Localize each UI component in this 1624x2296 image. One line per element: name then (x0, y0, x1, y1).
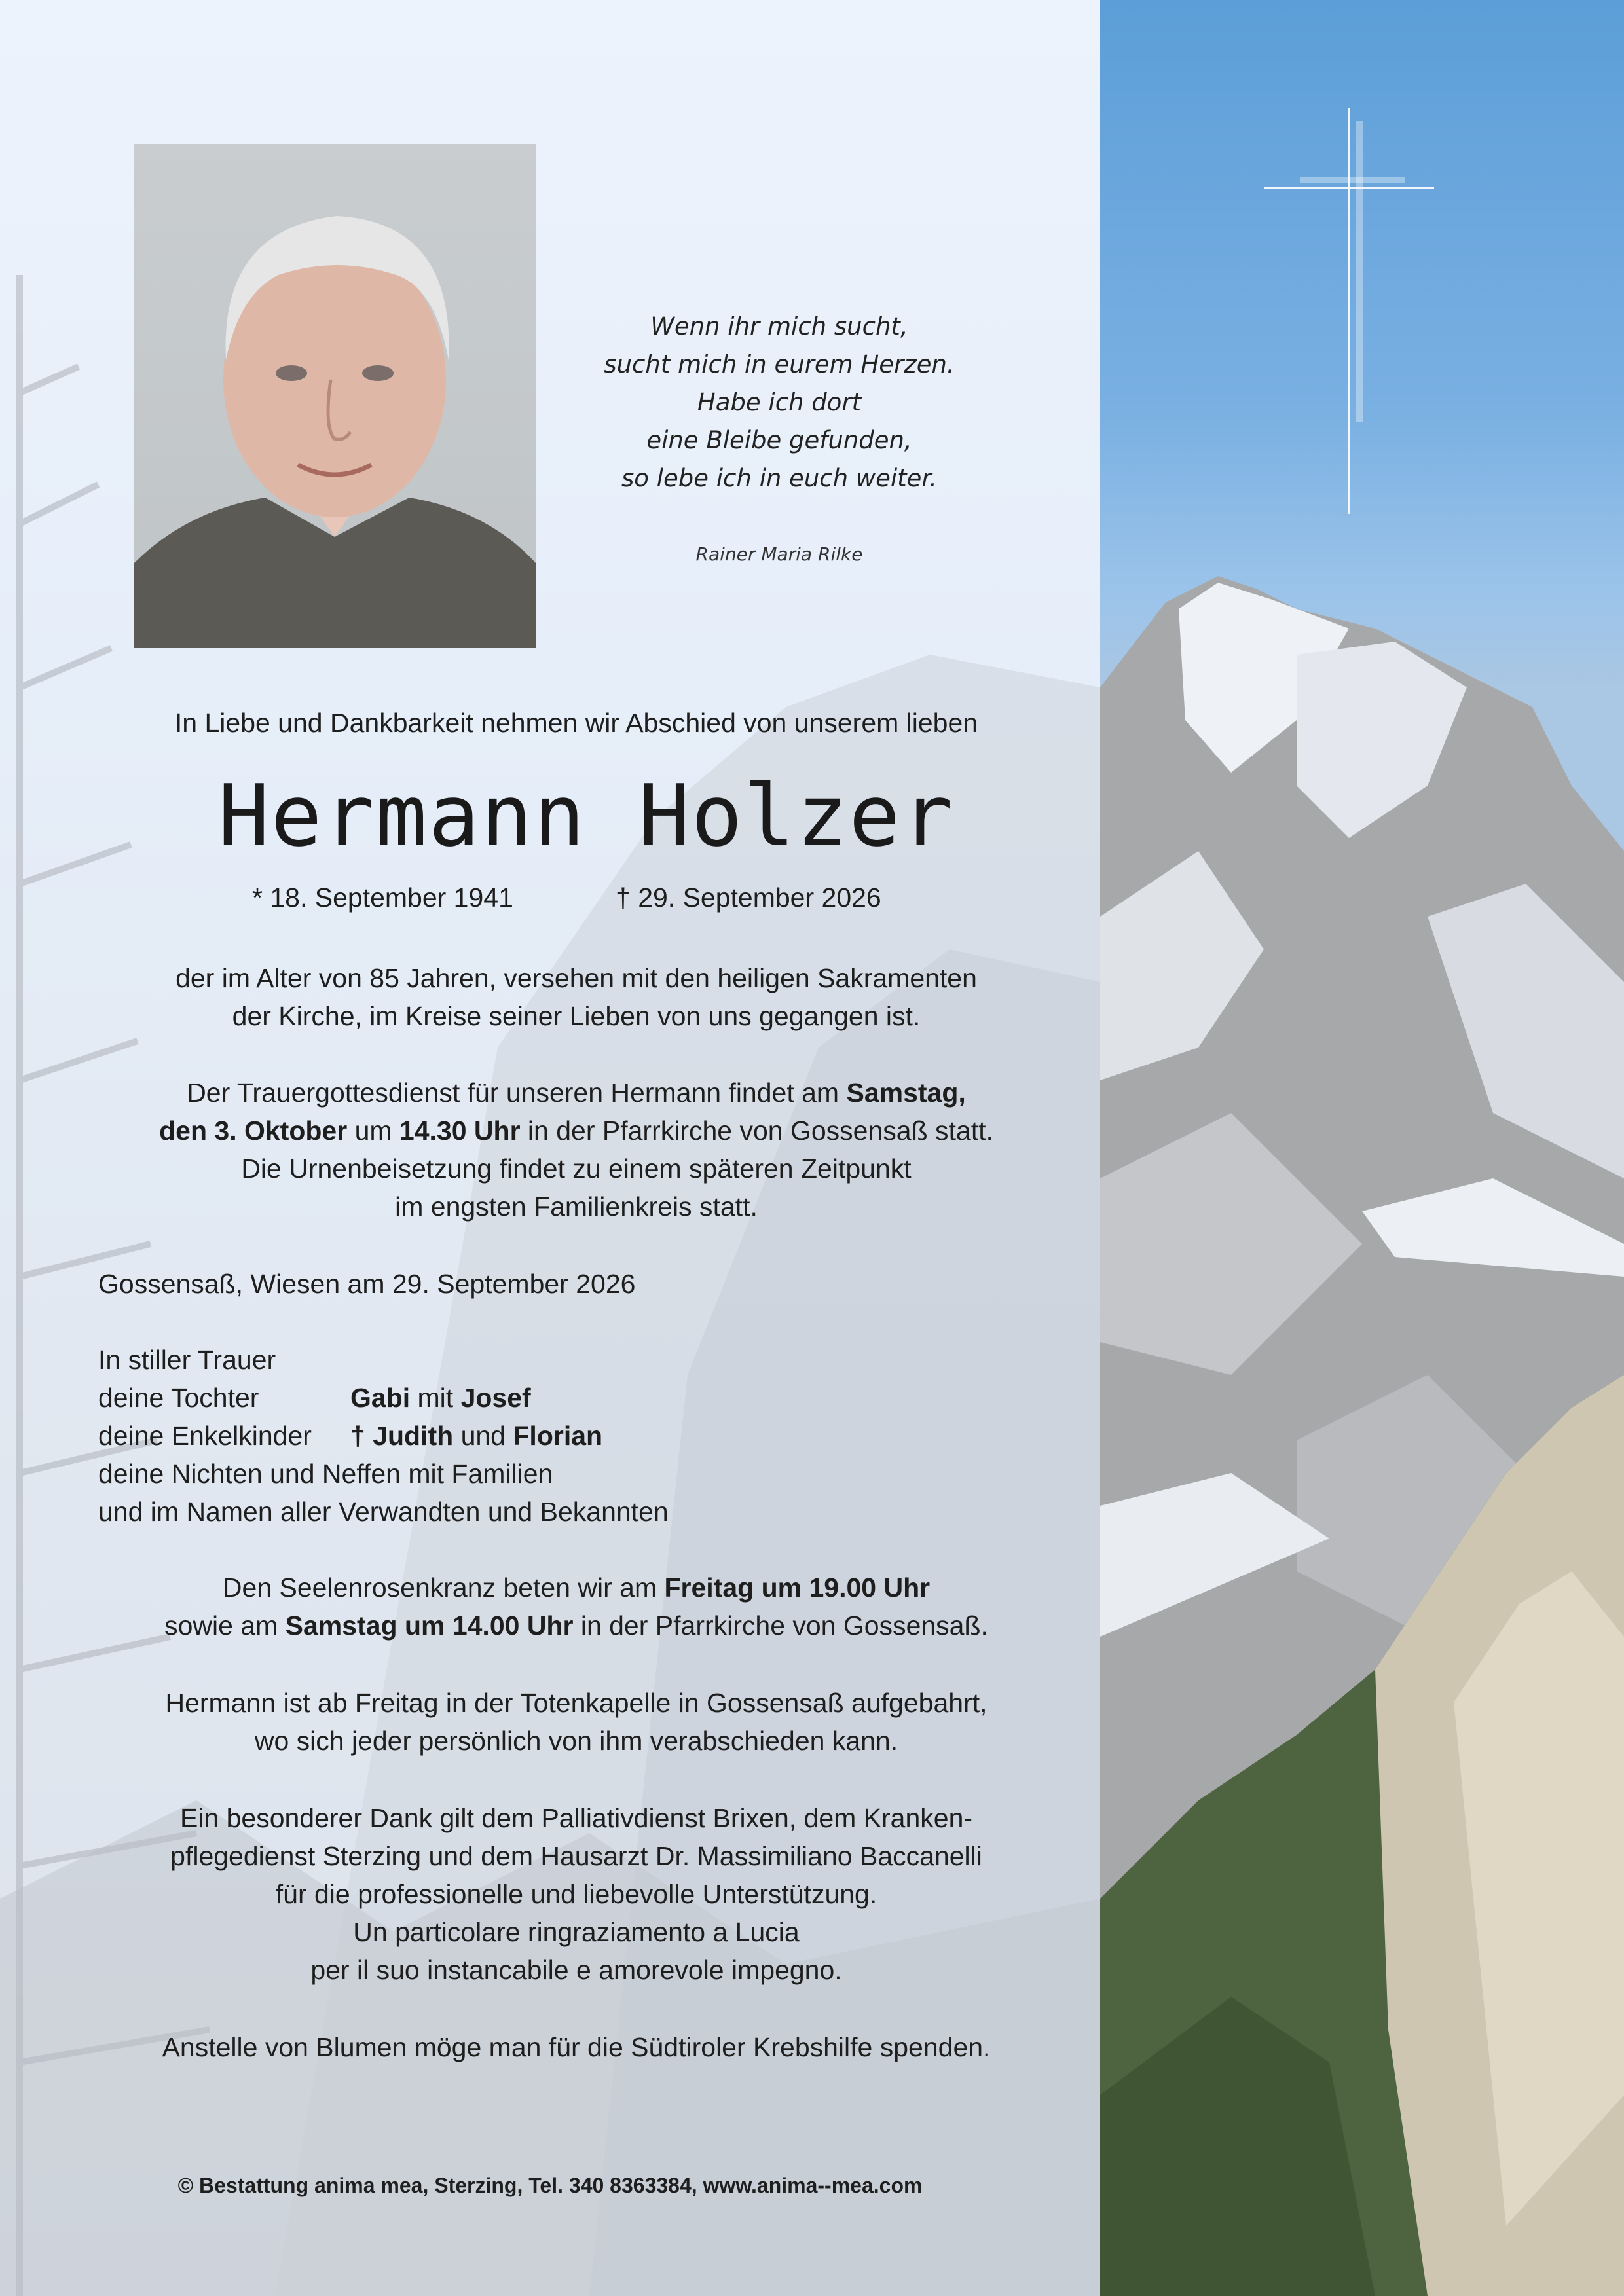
thanks-line: per il suo instancabile e amorevole impegno. (310, 1955, 842, 1985)
rosary-text-part: Den Seelenrosenkranz beten wir am (222, 1573, 665, 1603)
rosary-text (0, 1569, 1153, 1645)
poem-line: Habe ich dort (697, 388, 862, 416)
rosary-line (0, 1607, 1153, 1645)
viewing-text (0, 1684, 1153, 1760)
death-date: † 29. September 2026 (616, 883, 881, 913)
poem-author: Rainer Maria Rilke (695, 543, 863, 565)
funeral-home-footer: © Bestattung anima mea, Sterzing, Tel. 340 8363384, www.anima--mea.com (177, 2174, 923, 2197)
service-line (0, 1112, 1153, 1150)
service-date: den 3. Oktober (159, 1116, 348, 1146)
passing-line: der im Alter von 85 Jahren, versehen mit den heiligen Sakramenten (175, 963, 977, 993)
mourner-label: deine Tochter (98, 1383, 259, 1413)
donation-text (0, 2028, 1153, 2066)
thanks-line: pflegedienst Sterzing und dem Hausarzt Dr. Massimiliano Baccanelli (170, 1841, 982, 1871)
mourner-connector: mit (410, 1383, 461, 1413)
rosary-text-part: sowie am (164, 1611, 286, 1641)
poem-line: sucht mich in eurem Herzen. (604, 350, 955, 378)
cross-symbol: † (350, 1421, 373, 1451)
service-text-part: in der Pfarrkirche von Gossensaß statt. (520, 1116, 993, 1146)
mourner-line: und im Namen aller Verwandten und Bekannten (98, 1497, 669, 1527)
service-line (0, 1074, 1153, 1112)
thanks-text (0, 1799, 1153, 1989)
poem-line: so lebe ich in euch weiter. (621, 464, 937, 492)
passing-text (0, 959, 1153, 1035)
mourner-name: Gabi (350, 1383, 411, 1413)
service-line: Die Urnenbeisetzung findet zu einem späteren Zeitpunkt (241, 1154, 912, 1184)
poem (576, 308, 982, 498)
thanks-line: für die professionelle und liebevolle Unterstützung. (275, 1879, 877, 1909)
service-text (0, 1074, 1153, 1226)
service-text-part: um (347, 1116, 399, 1146)
service-text-part: Der Trauergottesdienst für unseren Hermann findet am (187, 1078, 847, 1108)
cross-icon (1264, 108, 1434, 520)
service-day: Samstag, (846, 1078, 966, 1108)
rosary-time: Freitag um 19.00 Uhr (664, 1573, 931, 1603)
deceased-name: Hermann Holzer (218, 766, 954, 866)
viewing-line: wo sich jeder persönlich von ihm verabschieden kann. (254, 1726, 898, 1756)
thanks-line: Ein besonderer Dank gilt dem Palliativdienst Brixen, dem Kranken- (179, 1803, 973, 1833)
mourner-line (98, 1417, 669, 1455)
thanks-line: Un particolare ringraziamento a Lucia (353, 1917, 800, 1947)
poem-line: Wenn ihr mich sucht, (650, 312, 908, 340)
service-time: 14.30 Uhr (399, 1116, 521, 1146)
mourner-name: Judith (373, 1421, 454, 1451)
mourner-name: Florian (513, 1421, 603, 1451)
passing-line: der Kirche, im Kreise seiner Lieben von uns gegangen ist. (232, 1001, 921, 1031)
mourner-line: deine Nichten und Neffen mit Familien (98, 1459, 553, 1489)
mourner-connector: und (453, 1421, 513, 1451)
donation-line: Anstelle von Blumen möge man für die Südtiroler Krebshilfe spenden. (162, 2032, 991, 2062)
mourners-heading: In stiller Trauer (98, 1345, 276, 1375)
mourner-label: deine Enkelkinder (98, 1421, 312, 1451)
poem-line: eine Bleibe gefunden, (646, 426, 912, 454)
place-date: Gossensaß, Wiesen am 29. September 2026 (98, 1269, 636, 1299)
rosary-text-part: in der Pfarrkirche von Gossensaß. (573, 1611, 988, 1641)
birth-date: * 18. September 1941 (252, 883, 513, 913)
rosary-time: Samstag um 14.00 Uhr (285, 1611, 574, 1641)
mourners-block (98, 1341, 669, 1531)
viewing-line: Hermann ist ab Freitag in der Totenkapelle in Gossensaß aufgebahrt, (165, 1688, 987, 1718)
mourner-name: Josef (460, 1383, 531, 1413)
portrait-photo (134, 144, 536, 648)
portrait-illustration (134, 144, 536, 648)
rosary-line (0, 1569, 1153, 1607)
intro-text (0, 704, 1153, 742)
service-line: im engsten Familienkreis statt. (395, 1192, 758, 1222)
intro-line: In Liebe und Dankbarkeit nehmen wir Abschied von unserem lieben (174, 708, 978, 738)
mourner-line (98, 1379, 669, 1417)
